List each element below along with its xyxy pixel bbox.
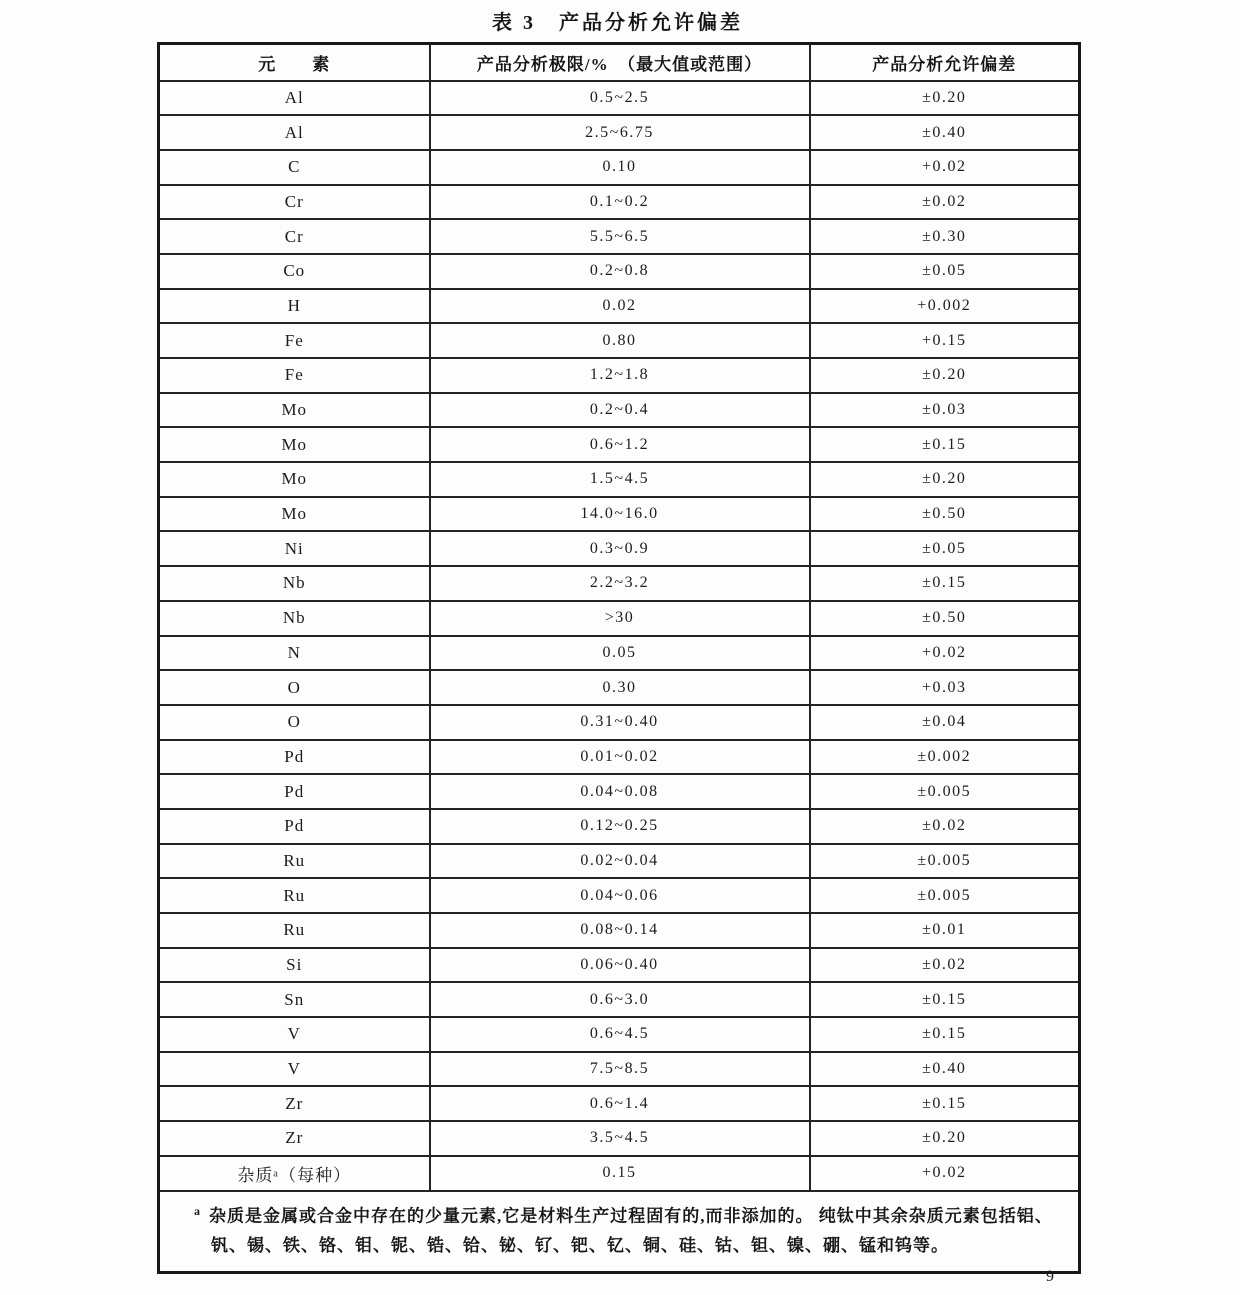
table-row <box>159 878 1080 913</box>
element-cell: Mo <box>159 497 430 532</box>
limit-cell: 2.2~3.2 <box>430 566 810 601</box>
footnote-cell <box>159 1191 1080 1273</box>
footnote-line-2 <box>194 1231 1052 1261</box>
limit-cell: 0.12~0.25 <box>430 809 810 844</box>
table-row <box>159 1017 1080 1052</box>
table-body <box>159 81 1080 1191</box>
deviation-cell: +0.02 <box>810 150 1080 185</box>
deviation-cell: ±0.005 <box>810 774 1080 809</box>
element-cell: Mo <box>159 393 430 428</box>
element-cell: Co <box>159 254 430 289</box>
deviation-cell: ±0.20 <box>810 1121 1080 1156</box>
deviation-cell: +0.02 <box>810 636 1080 671</box>
deviation-cell: ±0.15 <box>810 1086 1080 1121</box>
element-cell: Al <box>159 115 430 150</box>
header-row <box>159 44 1080 81</box>
element-cell: Al <box>159 81 430 116</box>
limit-cell: 0.5~2.5 <box>430 81 810 116</box>
header-limit: 产品分析极限/% （最大值或范围） <box>430 44 810 81</box>
footnote-marker: a <box>194 1203 201 1218</box>
footnote-text-2: 钒、锡、铁、铬、钼、铌、锆、铪、铋、钌、钯、钇、铜、硅、钴、钽、镍、硼、锰和钨等。 <box>211 1235 949 1255</box>
table-row <box>159 1052 1080 1087</box>
deviation-cell: ±0.01 <box>810 913 1080 948</box>
deviation-cell: ±0.20 <box>810 462 1080 497</box>
table-row <box>159 150 1080 185</box>
element-cell: Si <box>159 948 430 983</box>
table-row <box>159 809 1080 844</box>
deviation-cell: ±0.15 <box>810 982 1080 1017</box>
limit-cell: 5.5~6.5 <box>430 219 810 254</box>
limit-cell: 0.04~0.08 <box>430 774 810 809</box>
element-cell: Pd <box>159 740 430 775</box>
limit-cell: 0.04~0.06 <box>430 878 810 913</box>
limit-cell: 0.1~0.2 <box>430 185 810 220</box>
limit-cell: >30 <box>430 601 810 636</box>
deviation-cell: ±0.20 <box>810 358 1080 393</box>
footnote-row <box>159 1191 1080 1273</box>
footnote-text-1: 杂质是金属或合金中存在的少量元素,它是材料生产过程固有的,而非添加的。 纯钛中其余杂质元素包括铝、 <box>209 1206 1053 1226</box>
element-cell: Pd <box>159 809 430 844</box>
deviation-cell: ±0.15 <box>810 1017 1080 1052</box>
table-row <box>159 774 1080 809</box>
limit-cell: 0.3~0.9 <box>430 531 810 566</box>
deviation-cell: ±0.02 <box>810 948 1080 983</box>
table-row <box>159 254 1080 289</box>
element-cell: Ni <box>159 531 430 566</box>
table-row <box>159 566 1080 601</box>
page-number: 9 <box>1046 1268 1055 1285</box>
element-cell: Fe <box>159 358 430 393</box>
limit-cell: 0.01~0.02 <box>430 740 810 775</box>
limit-cell: 0.06~0.40 <box>430 948 810 983</box>
table-footer <box>159 1191 1080 1273</box>
table-row <box>159 323 1080 358</box>
element-cell: Sn <box>159 982 430 1017</box>
table-row <box>159 948 1080 983</box>
limit-cell: 1.2~1.8 <box>430 358 810 393</box>
limit-cell: 0.30 <box>430 670 810 705</box>
table-row <box>159 219 1080 254</box>
limit-cell: 0.6~1.2 <box>430 427 810 462</box>
header-element: 元 素 <box>159 44 430 81</box>
product-analysis-deviation-table <box>157 42 1081 1274</box>
table-row <box>159 531 1080 566</box>
deviation-cell: +0.02 <box>810 1156 1080 1191</box>
limit-cell: 1.5~4.5 <box>430 462 810 497</box>
element-cell: Nb <box>159 601 430 636</box>
page-title: 表 3 产品分析允许偏差 <box>492 12 743 34</box>
deviation-cell: ±0.40 <box>810 1052 1080 1087</box>
table-row <box>159 427 1080 462</box>
element-cell: 杂质ᵃ（每种） <box>159 1156 430 1191</box>
limit-cell: 0.6~3.0 <box>430 982 810 1017</box>
element-cell: V <box>159 1017 430 1052</box>
element-cell: N <box>159 636 430 671</box>
table-row <box>159 982 1080 1017</box>
table-row <box>159 844 1080 879</box>
table-row <box>159 289 1080 324</box>
deviation-cell: ±0.15 <box>810 427 1080 462</box>
limit-cell: 0.05 <box>430 636 810 671</box>
table-row <box>159 1086 1080 1121</box>
limit-cell: 3.5~4.5 <box>430 1121 810 1156</box>
deviation-cell: ±0.005 <box>810 878 1080 913</box>
limit-cell: 0.80 <box>430 323 810 358</box>
deviation-cell: +0.002 <box>810 289 1080 324</box>
element-cell: Mo <box>159 462 430 497</box>
deviation-cell: ±0.005 <box>810 844 1080 879</box>
deviation-cell: ±0.02 <box>810 185 1080 220</box>
limit-cell: 0.02~0.04 <box>430 844 810 879</box>
element-cell: Ru <box>159 913 430 948</box>
limit-cell: 0.6~4.5 <box>430 1017 810 1052</box>
element-cell: Cr <box>159 185 430 220</box>
element-cell: Cr <box>159 219 430 254</box>
table-row <box>159 81 1080 116</box>
table-row <box>159 497 1080 532</box>
element-cell: Ru <box>159 878 430 913</box>
header-deviation: 产品分析允许偏差 <box>810 44 1080 81</box>
deviation-cell: ±0.20 <box>810 81 1080 116</box>
element-cell: O <box>159 670 430 705</box>
element-cell: V <box>159 1052 430 1087</box>
table-row <box>159 393 1080 428</box>
table-row <box>159 1156 1080 1191</box>
element-cell: C <box>159 150 430 185</box>
table-row <box>159 601 1080 636</box>
deviation-cell: ±0.03 <box>810 393 1080 428</box>
limit-cell: 0.2~0.8 <box>430 254 810 289</box>
table-row <box>159 913 1080 948</box>
limit-cell: 0.08~0.14 <box>430 913 810 948</box>
deviation-cell: ±0.04 <box>810 705 1080 740</box>
deviation-cell: +0.03 <box>810 670 1080 705</box>
limit-cell: 0.02 <box>430 289 810 324</box>
element-cell: Mo <box>159 427 430 462</box>
deviation-cell: +0.15 <box>810 323 1080 358</box>
deviation-cell: ±0.30 <box>810 219 1080 254</box>
limit-cell: 0.2~0.4 <box>430 393 810 428</box>
element-cell: H <box>159 289 430 324</box>
table-row <box>159 358 1080 393</box>
element-cell: Pd <box>159 774 430 809</box>
limit-cell: 0.10 <box>430 150 810 185</box>
element-cell: Ru <box>159 844 430 879</box>
deviation-cell: ±0.02 <box>810 809 1080 844</box>
limit-cell: 2.5~6.75 <box>430 115 810 150</box>
element-cell: Zr <box>159 1121 430 1156</box>
table-row <box>159 115 1080 150</box>
table-row <box>159 670 1080 705</box>
limit-cell: 0.31~0.40 <box>430 705 810 740</box>
table-header <box>159 44 1080 81</box>
element-cell: Nb <box>159 566 430 601</box>
limit-cell: 14.0~16.0 <box>430 497 810 532</box>
element-cell: Fe <box>159 323 430 358</box>
deviation-cell: ±0.05 <box>810 254 1080 289</box>
table-row <box>159 462 1080 497</box>
table-row <box>159 1121 1080 1156</box>
deviation-cell: ±0.002 <box>810 740 1080 775</box>
element-cell: Zr <box>159 1086 430 1121</box>
table-row <box>159 740 1080 775</box>
table-row <box>159 185 1080 220</box>
table-row <box>159 636 1080 671</box>
footnote-line-1 <box>194 1201 1052 1231</box>
deviation-cell: ±0.50 <box>810 497 1080 532</box>
limit-cell: 0.15 <box>430 1156 810 1191</box>
table-row <box>159 705 1080 740</box>
deviation-cell: ±0.05 <box>810 531 1080 566</box>
limit-cell: 7.5~8.5 <box>430 1052 810 1087</box>
element-cell: O <box>159 705 430 740</box>
deviation-cell: ±0.40 <box>810 115 1080 150</box>
limit-cell: 0.6~1.4 <box>430 1086 810 1121</box>
deviation-cell: ±0.50 <box>810 601 1080 636</box>
deviation-cell: ±0.15 <box>810 566 1080 601</box>
